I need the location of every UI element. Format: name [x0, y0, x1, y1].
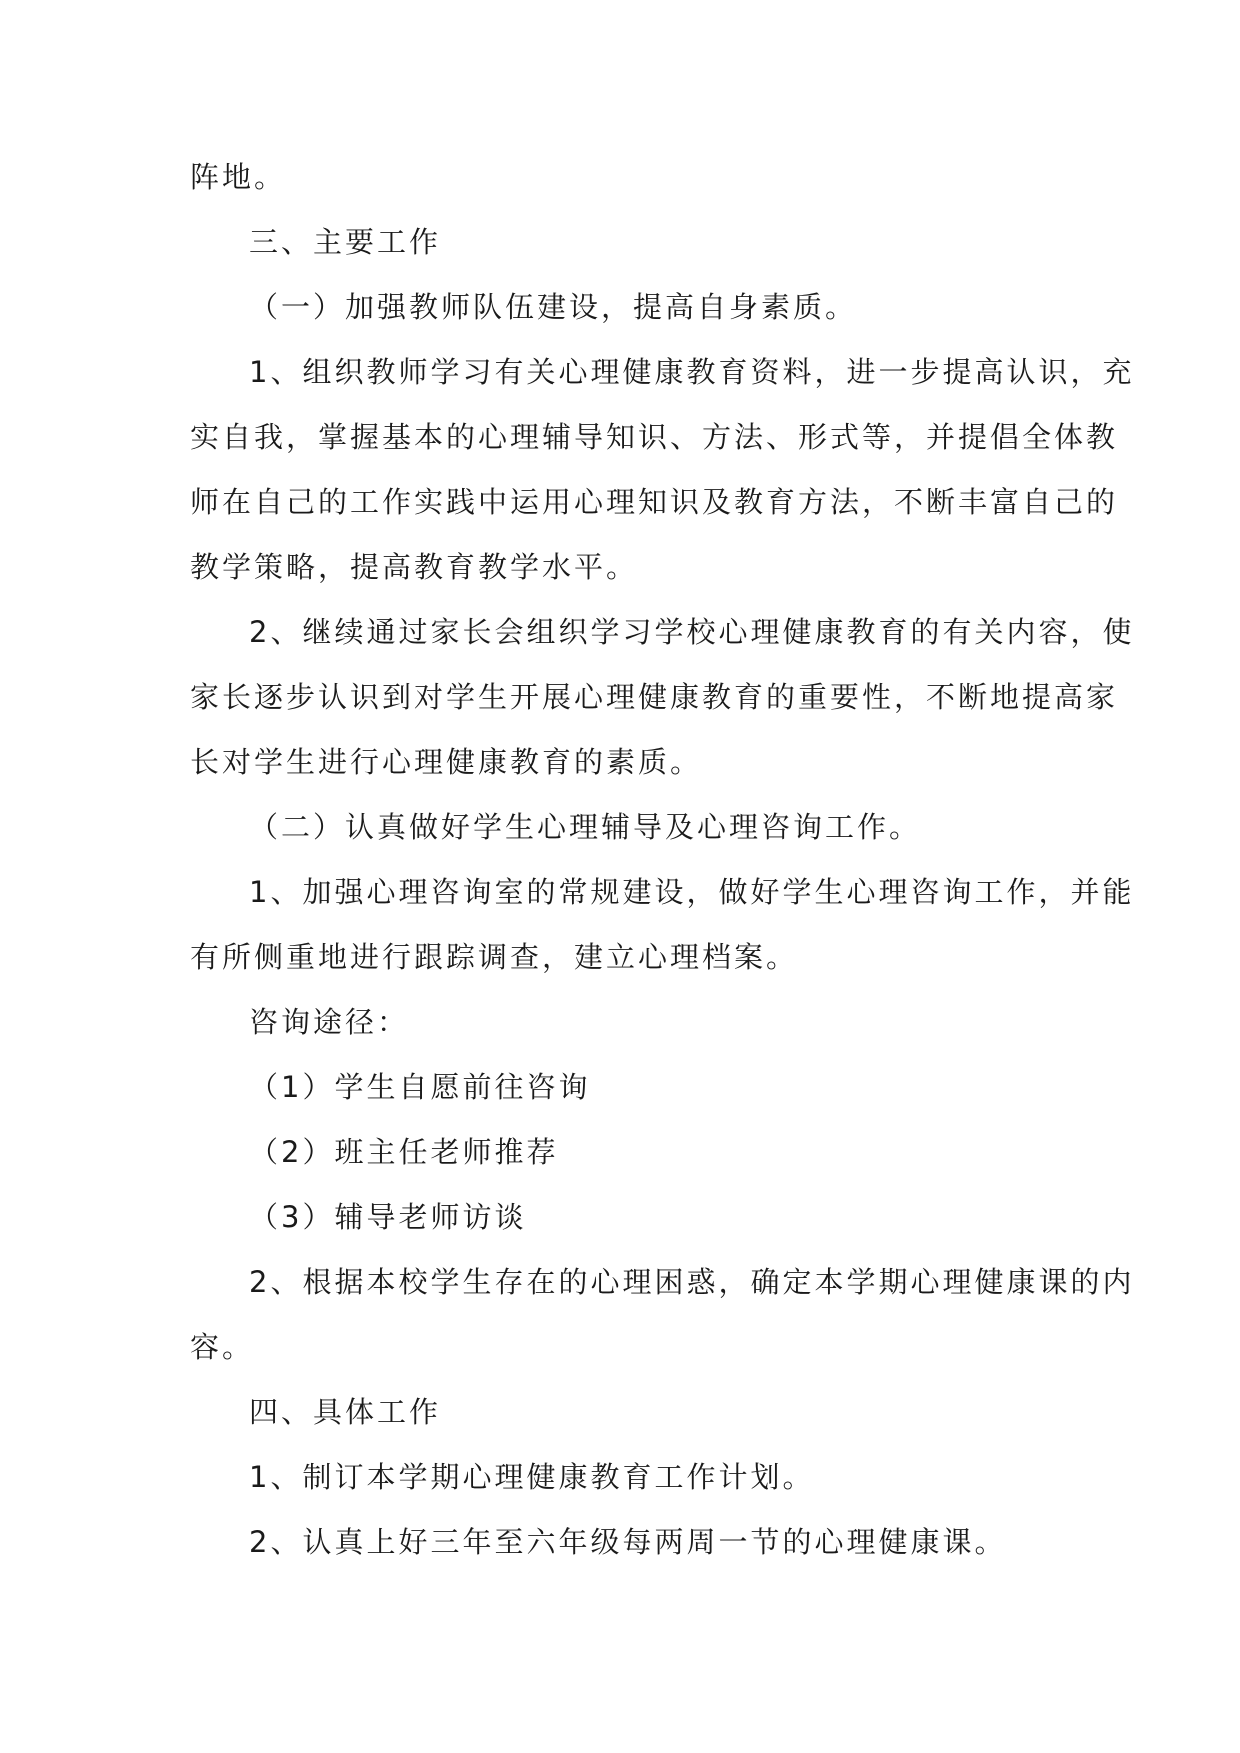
section-heading: 三、主要工作 [249, 225, 442, 259]
text-line: 阵地。 [190, 160, 287, 194]
text-line: 2、根据本校学生存在的心理困惑，确定本学期心理健康课的内 [249, 1265, 1135, 1299]
subsection-heading: （二）认真做好学生心理辅导及心理咨询工作。 [249, 810, 922, 844]
section-heading: 四、具体工作 [249, 1395, 442, 1429]
text-line: 2、认真上好三年至六年级每两周一节的心理健康课。 [249, 1525, 1007, 1559]
list-item: （1）学生自愿前往咨询 [249, 1070, 591, 1104]
text-line: 长对学生进行心理健康教育的素质。 [190, 745, 703, 779]
text-line: 1、加强心理咨询室的常规建设，做好学生心理咨询工作，并能 [249, 875, 1135, 909]
subsection-heading: （一）加强教师队伍建设，提高自身素质。 [249, 290, 858, 324]
text-line: 1、组织教师学习有关心理健康教育资料，进一步提高认识，充 [249, 355, 1135, 389]
text-line: 实自我，掌握基本的心理辅导知识、方法、形式等，并提倡全体教 [190, 420, 1119, 454]
text-line: 师在自己的工作实践中运用心理知识及教育方法，不断丰富自己的 [190, 485, 1119, 519]
text-line: 2、继续通过家长会组织学习学校心理健康教育的有关内容，使 [249, 615, 1135, 649]
text-line: 家长逐步认识到对学生开展心理健康教育的重要性，不断地提高家 [190, 680, 1119, 714]
text-line: 1、制订本学期心理健康教育工作计划。 [249, 1460, 815, 1494]
text-line: 教学策略，提高教育教学水平。 [190, 550, 639, 584]
list-item: （2）班主任老师推荐 [249, 1135, 559, 1169]
text-line: 有所侧重地进行跟踪调查，建立心理档案。 [190, 940, 799, 974]
text-line: 咨询途径： [249, 1005, 410, 1039]
list-item: （3）辅导老师访谈 [249, 1200, 527, 1234]
text-line: 容。 [190, 1330, 255, 1364]
document-body [190, 158, 1135, 1588]
